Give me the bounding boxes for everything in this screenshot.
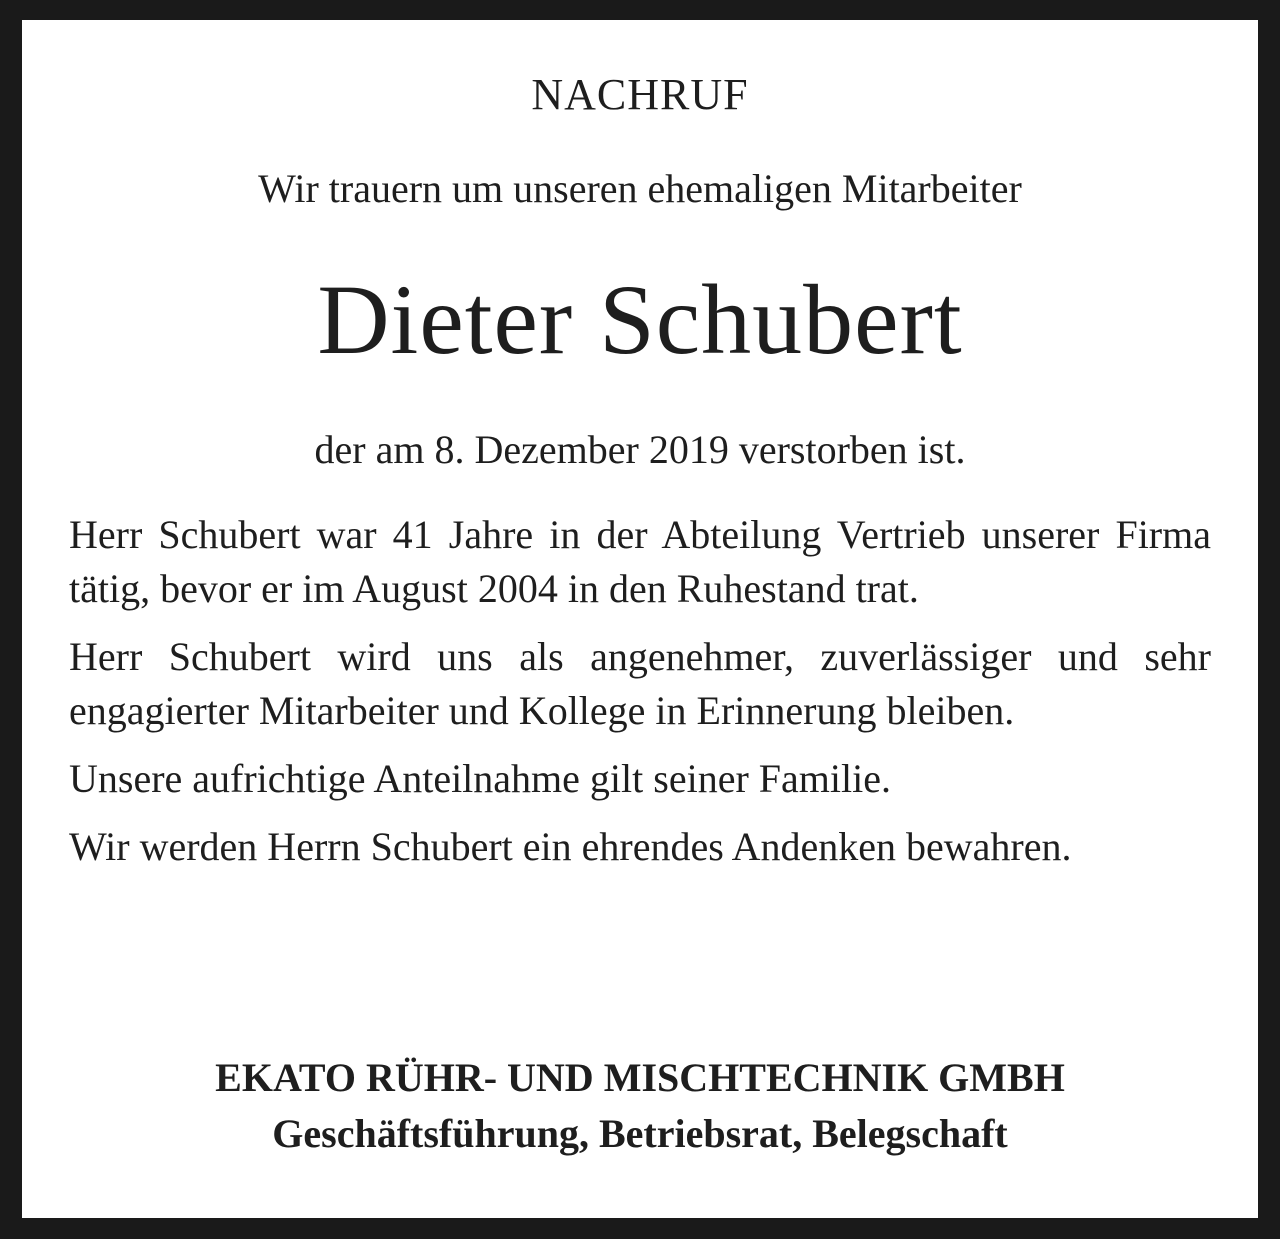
body-paragraph: Herr Schubert wird uns als angenehmer, zuverlässiger und sehr engagierter Mitarbeiter und Kollege in Erinnerung bleiben. (69, 634, 1211, 733)
body-paragraph: Unsere aufrichtige Anteilnahme gilt seiner Familie. (69, 756, 891, 801)
deceased-name: Dieter Schubert (317, 264, 963, 375)
body-paragraph: Herr Schubert war 41 Jahre in der Abteilung Vertrieb unserer Firma tätig, bevor er im August 2004 in den Ruhestand trat. (69, 512, 1211, 611)
body-paragraph: Wir werden Herrn Schubert ein ehrendes Andenken bewahren. (69, 824, 1072, 869)
intro-line: Wir trauern um unseren ehemaligen Mitarbeiter (258, 166, 1022, 211)
company-name: EKATO RÜHR- UND MISCHTECHNIK GMBH (215, 1055, 1065, 1100)
signatories: Geschäftsführung, Betriebsrat, Belegschaft (272, 1111, 1008, 1156)
notice-heading: NACHRUF (531, 70, 749, 119)
death-date-line: der am 8. Dezember 2019 verstorben ist. (314, 427, 966, 472)
notice-body (69, 508, 1211, 888)
obituary-notice (22, 20, 1258, 1218)
